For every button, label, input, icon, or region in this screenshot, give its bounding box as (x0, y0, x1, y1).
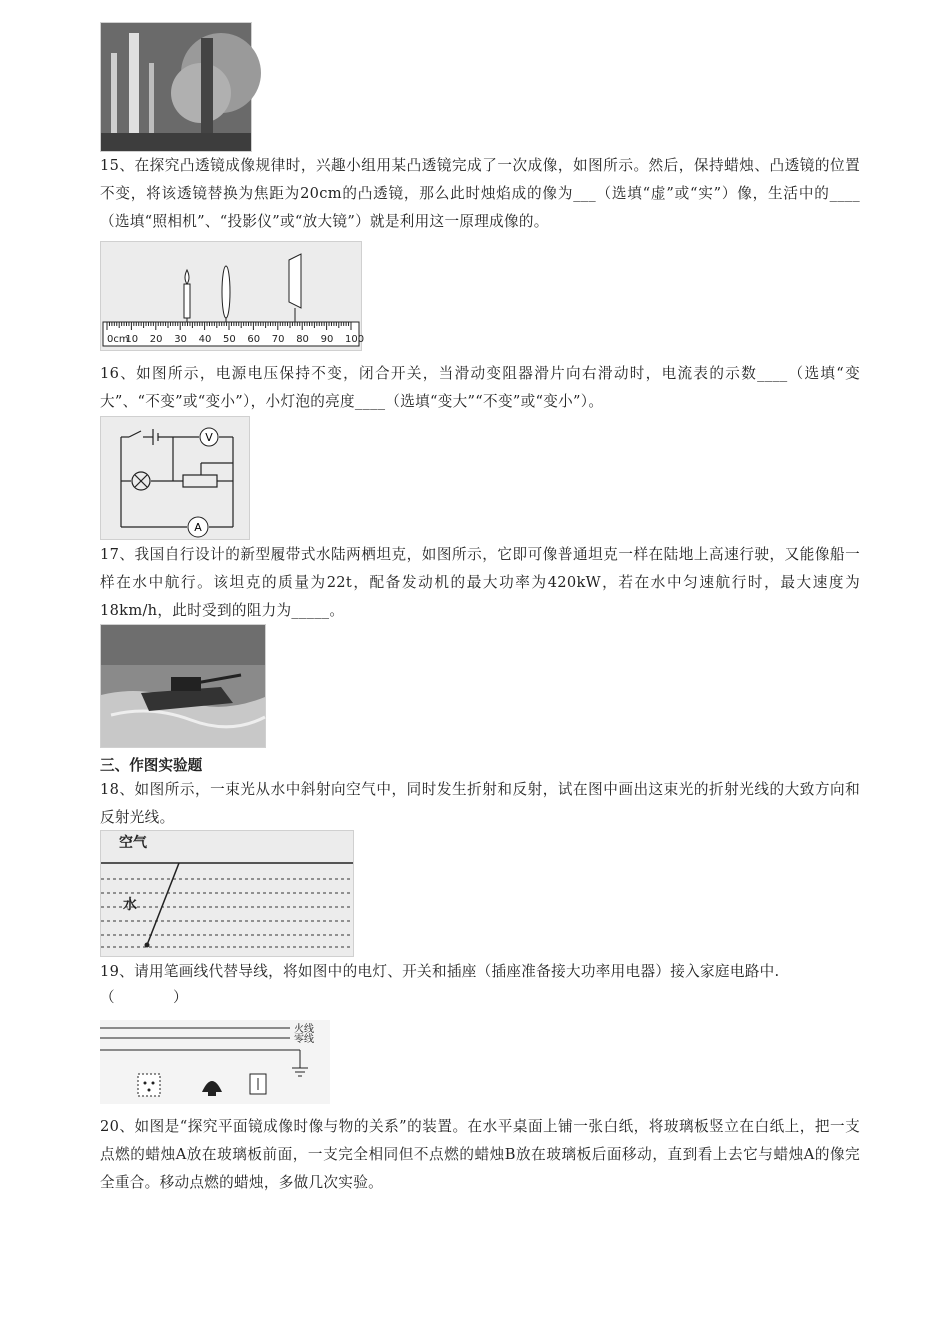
question-15-text: 15、在探究凸透镜成像规律时，兴趣小组用某凸透镜完成了一次成像，如图所示。然后，保持蜡烛、凸透镜的位置不变，将该透镜替换为焦距为20cm的凸透镜，那么此时烛焰成的像为___（选填“虚”或“实”）像，生活中的____（选填“照相机”、“投影仪”或“放大镜”）就是利用这一原理成像的。 (100, 157, 860, 230)
water-label: 水 (123, 897, 137, 913)
rocket-launch-photo (100, 22, 252, 152)
question-19-blank: （ ） (100, 989, 188, 1006)
ruler-label: 20 (149, 334, 163, 345)
light-source-dot (145, 943, 150, 948)
flame-icon (185, 270, 189, 284)
household-circuit-figure (100, 1020, 330, 1104)
amphibious-tank-photo (100, 624, 266, 748)
optical-bench-diagram (101, 242, 365, 350)
question-16-text: 16、如图所示，电源电压保持不变，闭合开关，当滑动变阻器滑片向右滑动时，电流表的示数____（选填“变大”、“不变”或“变小”），小灯泡的亮度____（选填“变大”“不变”或“变小”）。 (100, 365, 860, 410)
ruler-label: 40 (198, 334, 212, 345)
ruler-label: 60 (247, 334, 261, 345)
question-18-text: 18、如图所示，一束光从水中斜射向空气中，同时发生折射和反射，试在图中画出这束光的折射光线的大致方向和反射光线。 (100, 781, 860, 826)
refraction-diagram (101, 831, 353, 956)
lens-icon (222, 266, 230, 318)
question-17-text: 17、我国自行设计的新型履带式水陆两栖坦克，如图所示，它即可像普通坦克一样在陆地上高速行驶，又能像船一样在水中航行。该坦克的质量为22t，配备发动机的最大功率为420kW，若在水中匀速航行时，最大速度为18km/h，此时受到的阻力为_____。 (100, 546, 860, 619)
ruler-label: 80 (296, 334, 309, 345)
ruler-label: 70 (271, 334, 285, 345)
question-19-text: 19、请用笔画线代替导线，将如图中的电灯、开关和插座（插座准备接大功率用电器）接入家庭电路中. (100, 963, 780, 980)
ruler-label: 100 (345, 334, 365, 345)
ammeter-label: A (194, 521, 202, 534)
rocket-launch-illustration (101, 23, 251, 151)
ruler-label: 30 (174, 334, 187, 345)
household-wiring-diagram (100, 1020, 330, 1104)
question-20-text: 20、如图是“探究平面镜成像时像与物的关系”的装置。在水平桌面上铺一张白纸，将玻璃板竖立在白纸上，把一支点燃的蜡烛A放在玻璃板前面，一支完全相同但不点燃的蜡烛B放在玻璃板后面移动，直到看上去它与蜡烛A的像完全重合。移动点燃的蜡烛，多做几次实验。 (100, 1118, 860, 1191)
live-wire-label: 火线 (294, 1024, 314, 1035)
lamp-icon (202, 1081, 222, 1092)
lens-experiment-figure (100, 241, 365, 351)
neutral-wire-label: 零线 (294, 1034, 314, 1045)
ruler-label: 0cm (107, 334, 129, 345)
air-label: 空气 (119, 835, 147, 851)
ruler-label: 50 (223, 334, 236, 345)
socket-icon (138, 1074, 160, 1096)
voltmeter-label: V (205, 431, 213, 444)
circuit-diagram (101, 417, 249, 539)
section-title: 三、作图实验题 (100, 757, 203, 774)
screen-icon (289, 254, 301, 308)
refraction-figure (100, 830, 354, 957)
tank-illustration (101, 625, 265, 747)
circuit-figure (100, 416, 250, 540)
ruler-label: 10 (125, 334, 139, 345)
ruler-label: 90 (320, 334, 334, 345)
